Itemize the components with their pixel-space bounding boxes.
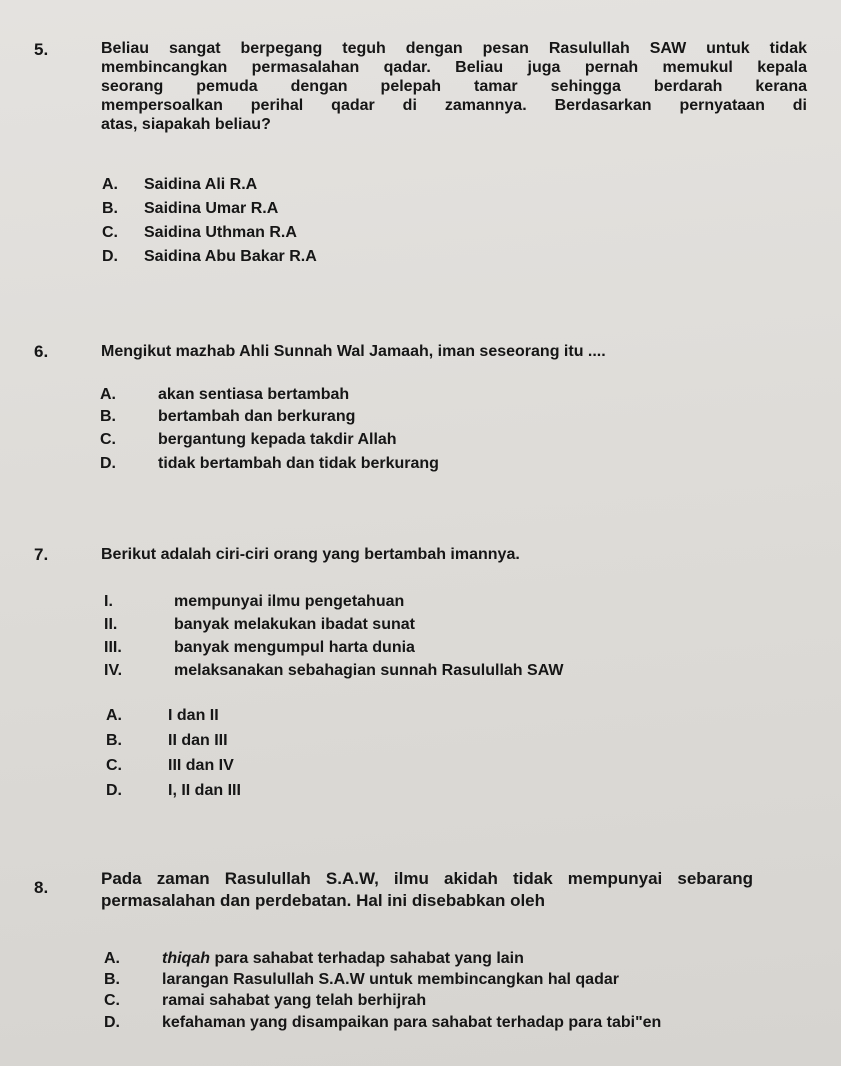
statement-text: banyak mengumpul harta dunia: [174, 639, 415, 656]
question-line: Mengikut mazhab Ahli Sunnah Wal Jamaah, iman seseorang itu ....: [101, 343, 606, 360]
statement-text: melaksanakan sebahagian sunnah Rasulullah SAW: [174, 662, 564, 679]
option-label: B.: [106, 732, 122, 749]
option-text: III dan IV: [168, 757, 234, 774]
option-label: C.: [102, 224, 118, 241]
question-line: permasalahan dan perdebatan. Hal ini disebabkan oleh: [101, 891, 546, 910]
option-text: bergantung kepada takdir Allah: [158, 431, 397, 448]
option-label: D.: [102, 248, 118, 265]
option-text: tidak bertambah dan tidak berkurang: [158, 455, 439, 472]
option-text: Saidina Abu Bakar R.A: [144, 248, 317, 265]
statement-label: II.: [104, 616, 118, 633]
question-number: 6.: [34, 342, 49, 361]
question-text: [101, 39, 807, 134]
question-text: [101, 342, 807, 361]
option-text: larangan Rasulullah S.A.W untuk membincangkan hal qadar: [162, 971, 619, 988]
statement-text: banyak melakukan ibadat sunat: [174, 616, 415, 633]
option-text: bertambah dan berkurang: [158, 408, 356, 425]
option-label: D.: [100, 455, 116, 472]
option-label: B.: [100, 408, 116, 425]
option-label: C.: [100, 431, 116, 448]
question-number: 8.: [34, 878, 49, 897]
option-text: [162, 950, 524, 968]
question-line: atas, siapakah beliau?: [101, 116, 271, 133]
option-label: A.: [104, 950, 120, 967]
option-label: D.: [106, 782, 122, 799]
statement-label: I.: [104, 593, 113, 610]
option-text: kefahaman yang disampaikan para sahabat terhadap para tabi"en: [162, 1014, 662, 1031]
statement-label: III.: [104, 639, 122, 656]
statement-label: IV.: [104, 662, 123, 679]
option-text: Saidina Umar R.A: [144, 200, 279, 217]
option-text: II dan III: [168, 732, 228, 749]
option-text: Saidina Ali R.A: [144, 176, 258, 193]
question-number: 5.: [34, 40, 49, 59]
option-text-rest: para sahabat terhadap sahabat yang lain: [210, 950, 524, 967]
option-italic-term: thiqah: [162, 950, 210, 967]
question-text: [101, 868, 753, 912]
option-label: C.: [104, 992, 120, 1009]
question-line: Pada zaman Rasulullah S.A.W, ilmu akidah tidak mempunyai sebarang: [101, 869, 753, 888]
question-line: Beliau sangat berpegang teguh dengan pesan Rasulullah SAW untuk tidak: [101, 40, 807, 57]
option-label: C.: [106, 757, 122, 774]
question-text: [101, 545, 807, 564]
question-line: mempersoalkan perihal qadar di zamannya. Berdasarkan pernyataan di: [101, 97, 807, 114]
option-label: B.: [102, 200, 118, 217]
option-label: A.: [102, 176, 118, 193]
question-line: membincangkan permasalahan qadar. Beliau juga pernah memukul kepala: [101, 59, 807, 76]
question-line: Berikut adalah ciri-ciri orang yang bertambah imannya.: [101, 546, 520, 563]
option-label: A.: [106, 707, 122, 724]
option-text: I, II dan III: [168, 782, 241, 799]
option-label: B.: [104, 971, 120, 988]
option-label: A.: [100, 386, 116, 403]
option-text: I dan II: [168, 707, 219, 724]
option-text: Saidina Uthman R.A: [144, 224, 297, 241]
option-text: ramai sahabat yang telah berhijrah: [162, 992, 427, 1009]
question-line: seorang pemuda dengan pelepah tamar sehingga berdarah kerana: [101, 78, 807, 95]
option-text: akan sentiasa bertambah: [158, 386, 350, 403]
question-number: 7.: [34, 545, 49, 564]
option-label: D.: [104, 1014, 120, 1031]
statement-text: mempunyai ilmu pengetahuan: [174, 593, 405, 610]
